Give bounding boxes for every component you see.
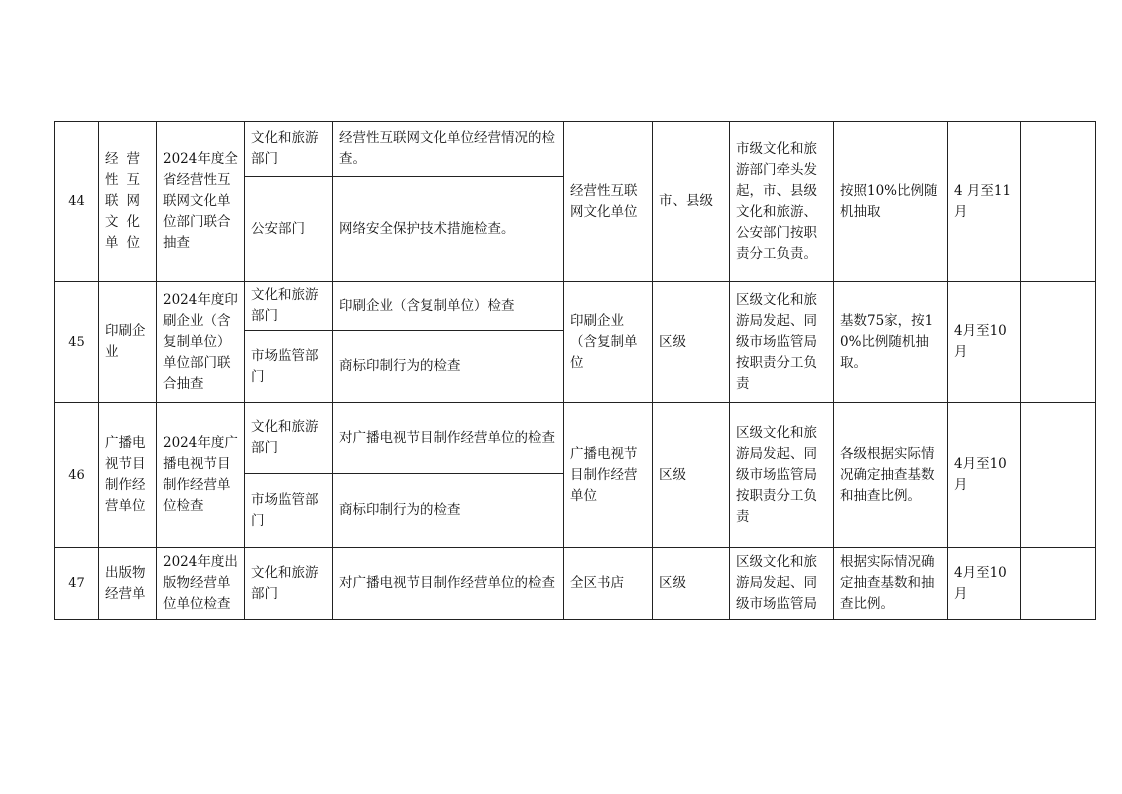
inspection-object: 出版物经营单	[99, 548, 157, 620]
inspection-scope: 广播电视节目制作经营单位	[564, 403, 653, 548]
inspection-content: 经营性互联网文化单位经营情况的检查。	[333, 122, 564, 177]
department: 文化和旅游部门	[245, 282, 333, 331]
department: 文化和旅游部门	[245, 548, 333, 620]
task-name: 2024年度印刷企业（含复制单位）单位部门联合抽查	[157, 282, 245, 403]
task-name: 2024年度出版物经营单位单位检查	[157, 548, 245, 620]
responsibility: 区级文化和旅游局发起、同级市场监管局按职责分工负责	[730, 282, 834, 403]
responsibility: 区级文化和旅游局发起、同级市场监管局按职责分工负责	[730, 403, 834, 548]
inspection-content: 商标印制行为的检查	[333, 474, 564, 548]
row-number: 44	[55, 122, 99, 282]
sampling-ratio: 按照10%比例随机抽取	[834, 122, 948, 282]
table-row	[55, 548, 1096, 620]
remarks	[1021, 403, 1096, 548]
inspection-content: 对广播电视节目制作经营单位的检查	[333, 548, 564, 620]
inspection-object: 经营性互联网文化单位	[99, 122, 157, 282]
inspection-scope: 经营性互联网文化单位	[564, 122, 653, 282]
inspection-content: 对广播电视节目制作经营单位的检查	[333, 403, 564, 474]
table-row	[55, 122, 1096, 177]
inspection-time: 4月至10月	[948, 282, 1021, 403]
inspection-time: 4月至10月	[948, 403, 1021, 548]
department: 市场监管部门	[245, 331, 333, 403]
department: 市场监管部门	[245, 474, 333, 548]
inspection-content: 网络安全保护技术措施检查。	[333, 177, 564, 282]
inspection-content: 印刷企业（含复制单位）检查	[333, 282, 564, 331]
department: 文化和旅游部门	[245, 122, 333, 177]
inspection-scope: 印刷企业（含复制单位	[564, 282, 653, 403]
task-name: 2024年度全省经营性互联网文化单位部门联合抽查	[157, 122, 245, 282]
row-number: 45	[55, 282, 99, 403]
task-name: 2024年度广播电视节目制作经营单位检查	[157, 403, 245, 548]
inspection-level: 区级	[653, 403, 730, 548]
responsibility: 区级文化和旅游局发起、同级市场监管局	[730, 548, 834, 620]
table-row	[55, 282, 1096, 331]
table-row	[55, 403, 1096, 474]
remarks	[1021, 122, 1096, 282]
responsibility: 市级文化和旅游部门牵头发起，市、县级文化和旅游、公安部门按职责分工负责。	[730, 122, 834, 282]
inspection-plan-table	[54, 121, 1096, 620]
inspection-object: 广播电视节目制作经营单位	[99, 403, 157, 548]
remarks	[1021, 548, 1096, 620]
inspection-scope: 全区书店	[564, 548, 653, 620]
inspection-time: 4月至10月	[948, 548, 1021, 620]
remarks	[1021, 282, 1096, 403]
department: 公安部门	[245, 177, 333, 282]
sampling-ratio: 基数75家，按10%比例随机抽取。	[834, 282, 948, 403]
sampling-ratio: 各级根据实际情况确定抽查基数和抽查比例。	[834, 403, 948, 548]
inspection-content: 商标印制行为的检查	[333, 331, 564, 403]
inspection-object: 印刷企业	[99, 282, 157, 403]
inspection-level: 市、县级	[653, 122, 730, 282]
sampling-ratio: 根据实际情况确定抽查基数和抽查比例。	[834, 548, 948, 620]
row-number: 46	[55, 403, 99, 548]
inspection-level: 区级	[653, 548, 730, 620]
inspection-time: 4 月至11月	[948, 122, 1021, 282]
department: 文化和旅游部门	[245, 403, 333, 474]
inspection-level: 区级	[653, 282, 730, 403]
row-number: 47	[55, 548, 99, 620]
